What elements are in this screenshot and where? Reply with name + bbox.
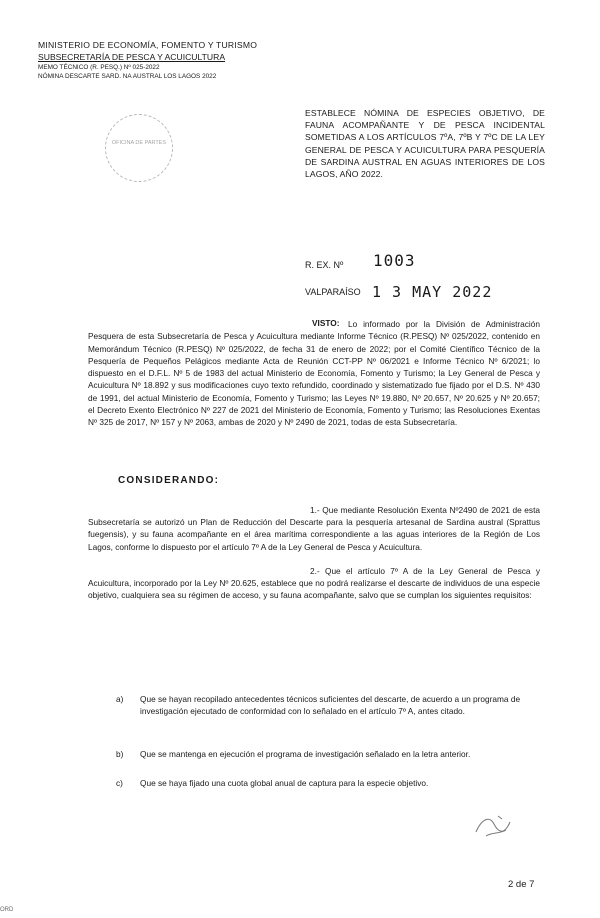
considerando-paragraph-1: 1.- Que mediante Resolución Exenta Nº2490 de 2021 de esta Subsecretaría se autorizó un Plan de Reducción del Descarte para la pesquería artesanal de Sardina austral (Sprattus fuegensis), y su fauna acompañante en el área marítima correspondiente a las aguas interiores de la Región de Los Lagos, conforme lo dispuesto por el artículo 7º A de la Ley General de Pesca y Acuicultura.	[88, 505, 540, 552]
requirement-item-a	[118, 693, 540, 717]
subsecretaria-name: SUBSECRETARÍA DE PESCA Y ACUICULTURA	[38, 52, 226, 62]
corner-mark: ORD	[0, 907, 14, 913]
item-marker: a)	[116, 694, 124, 704]
requirement-item-c	[118, 777, 540, 789]
signature-mark	[470, 810, 520, 844]
requirement-item-b	[118, 748, 540, 760]
ministry-name: MINISTERIO DE ECONOMÍA, FOMENTO Y TURISMO	[38, 40, 258, 50]
office-stamp	[105, 114, 173, 182]
visto-label: VISTO:	[312, 318, 340, 328]
page-number: 2 de 7	[508, 879, 535, 890]
resolution-number: 1003	[373, 251, 416, 270]
item-text: Que se mantenga en ejecución el programa de investigación señalado en la letra anterior.	[140, 749, 471, 759]
considerando-paragraph-2: 2.- Que el artículo 7º A de la Ley General de Pesca y Acuicultura, incorporado por la Ley Nº 20.625, establece que no podrá realizarse el descarte de individuos de una especie objetivo, cualquiera sea su régimen de acceso, y su fauna acompañante, salvo que se cumplan los siguientes requisitos:	[88, 566, 540, 601]
item-text: Que se hayan recopilado antecedentes técnicos suficientes del descarte, de acuerdo a un programa de investigación ejecutado de conformidad con lo señalado en el artículo 7º A, antes citado.	[140, 694, 521, 717]
memo-reference: MEMO TÉCNICO (R. PESQ.) Nº 025-2022	[38, 64, 160, 71]
resolution-label: R. EX. Nº	[305, 260, 344, 270]
nomina-reference: NÓMINA DESCARTE SARD. NA AUSTRAL LOS LAGOS 2022	[38, 73, 217, 80]
resolution-title: ESTABLECE NÓMINA DE ESPECIES OBJETIVO, DE FAUNA ACOMPAÑANTE Y DE PESCA INCIDENTAL SOMETIDAS A LOS ARTÍCULOS 7ºA, 7ºB Y 7ºC DE LA LEY GENERAL DE PESCA Y ACUICULTURA PARA PESQUERÍA DE SARDINA AUSTRAL EN AGUAS INTERIORES DE LOS LAGOS, AÑO 2022.	[305, 108, 545, 180]
item-text: Que se haya fijado una cuota global anual de captura para la especie objetivo.	[140, 778, 429, 788]
resolution-date: 1 3 MAY 2022	[372, 283, 493, 301]
resolution-city: VALPARAÍSO	[305, 287, 361, 297]
considerando-heading: CONSIDERANDO:	[118, 475, 220, 486]
visto-paragraph: Lo informado por la División de Administración Pesquera de esta Subsecretaría de Pesca y Acuicultura mediante Informe Técnico (R.PESQ) Nº 025/2022, contenido en Memorándum Técnico (R.PESQ) Nº 025/2022, de fecha 31 de enero de 2022; por el Comité Científico Técnico de la Pesquería de Pequeños Pelágicos mediante Acta de Reunión CCT-PP Nº 06/2021 e Informe Técnico Nº 6/2021; lo dispuesto en el D.F.L. Nº 5 de 1983 del actual Ministerio de Economía, Fomento y Turismo; la Ley General de Pesca y Acuicultura Nº 18.892 y sus modificaciones cuyo texto refundido, coordinado y sistematizado fue fijado por el D.S. Nº 430 de 1991, del actual Ministerio de Economía, Fomento y Turismo; las Leyes Nº 19.880, Nº 20.657, Nº 20.625 y Nº 20.657; el Decreto Exento Electrónico Nº 227 de 2021 del Ministerio de Economía, Fomento y Turismo; las Resoluciones Exentas Nº 325 de 2017, Nº 157 y Nº 2063, ambas de 2020 y Nº 2490 de 2021, todas de esta Subsecretaría.	[88, 319, 540, 428]
item-marker: c)	[116, 778, 123, 788]
letterhead	[38, 40, 278, 81]
stamp-text: OFICINA DE PARTES	[111, 140, 167, 146]
item-marker: b)	[116, 749, 124, 759]
